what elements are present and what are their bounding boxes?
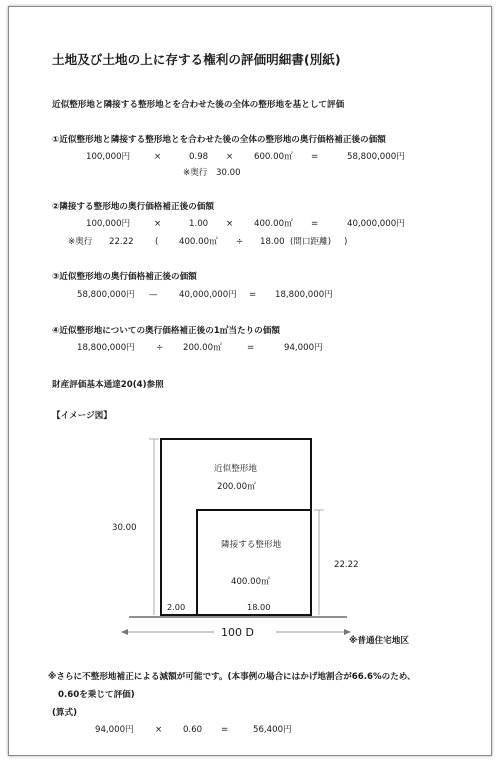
- formula-operator: ×: [226, 219, 234, 229]
- road-value: 100 D: [221, 626, 254, 639]
- formula-operator: =: [221, 725, 229, 735]
- formula-term: 18,800,000円: [77, 343, 135, 353]
- note-part: 22.22: [109, 237, 134, 247]
- formula-term: 58,800,000円: [77, 290, 135, 300]
- section-2-heading: ②隣接する整形地の奥行価格補正後の価額: [52, 202, 214, 212]
- right-depth-label: 22.22: [334, 560, 359, 570]
- formula-term: 0.60: [183, 725, 203, 735]
- formula-term: 200.00㎡: [183, 343, 222, 353]
- formula-operator: =: [247, 343, 255, 353]
- formula-result: 94,000円: [284, 343, 323, 353]
- formula-term: 1.00: [189, 219, 209, 229]
- note-part: ): [344, 237, 348, 247]
- formula-operator: ÷: [156, 343, 164, 353]
- note-part: 400.00㎡: [179, 237, 218, 247]
- formula-result: 40,000,000円: [347, 219, 405, 229]
- formula-operator: ×: [155, 725, 163, 735]
- lower-lot-label: 隣接する整形地: [221, 540, 282, 550]
- formula-operator: ×: [154, 219, 162, 229]
- formula-term: 100,000円: [86, 219, 131, 229]
- right-arrowhead-icon: [344, 629, 351, 635]
- left-depth-label: 30.00: [112, 523, 137, 533]
- upper-lot-area: 200.00㎡: [217, 482, 256, 492]
- formula-operator: ×: [154, 152, 162, 162]
- image-label: 【イメージ図】: [52, 411, 112, 421]
- footer-note-line-2: 0.60を乗じて評価): [58, 690, 135, 700]
- section-1-note: ※奥行 30.00: [183, 168, 241, 178]
- bottom-left-frontage: 2.00: [167, 602, 186, 612]
- note-part: ※奥行: [68, 237, 93, 247]
- note-part: ÷: [236, 237, 244, 247]
- reference-note: 財産評価基本通達20(4)参照: [52, 380, 164, 390]
- document-title: 土地及び土地の上に存する権利の評価明細書(別紙): [52, 52, 341, 67]
- bottom-right-frontage: 18.00: [247, 602, 271, 612]
- formula-term: 94,000円: [95, 725, 134, 735]
- section-1-heading: ①近似整形地と隣接する整形地とを合わせた後の全体の整形地の奥行価格補正後の価額: [52, 135, 386, 145]
- left-arrowhead-icon: [121, 629, 128, 635]
- formula-operator: =: [311, 152, 319, 162]
- adjacent-lot-outline: [197, 510, 311, 615]
- document-sheet: [8, 6, 492, 756]
- note-part: 18.00: [260, 237, 285, 247]
- note-part: (間口距離): [290, 237, 332, 247]
- upper-lot-label: 近似整形地: [214, 464, 257, 474]
- formula-operator: —: [149, 290, 158, 300]
- formula-term: 100,000円: [86, 152, 131, 162]
- formula-operator: =: [249, 290, 257, 300]
- note-part: (: [155, 237, 159, 247]
- footer-note-line-1: ※さらに不整形地補正による減額が可能です。(本事例の場合にはかげ地割合が66.6%のため、: [48, 672, 416, 682]
- formula-result: 18,800,000円: [275, 290, 333, 300]
- district-label: ※普通住宅地区: [349, 636, 409, 646]
- formula-term: 400.00㎡: [254, 219, 293, 229]
- formula-result: 56,400円: [253, 725, 292, 735]
- land-shape-diagram: [9, 7, 491, 755]
- formula-result: 58,800,000円: [347, 152, 405, 162]
- lower-lot-area: 400.00㎡: [231, 577, 270, 587]
- subtitle: 近似整形地と隣接する整形地とを合わせた後の全体の整形地を基として評価: [52, 100, 345, 110]
- formula-operator: ×: [226, 152, 234, 162]
- calc-label: (算式): [52, 708, 78, 718]
- formula-term: 600.00㎡: [254, 152, 293, 162]
- formula-operator: =: [311, 219, 319, 229]
- section-4-heading: ④近似整形地についての奥行価格補正後の1㎡当たりの価額: [52, 326, 280, 336]
- section-3-heading: ③近似整形地の奥行価格補正後の価額: [52, 272, 197, 282]
- formula-term: 0.98: [189, 152, 209, 162]
- formula-term: 40,000,000円: [179, 290, 237, 300]
